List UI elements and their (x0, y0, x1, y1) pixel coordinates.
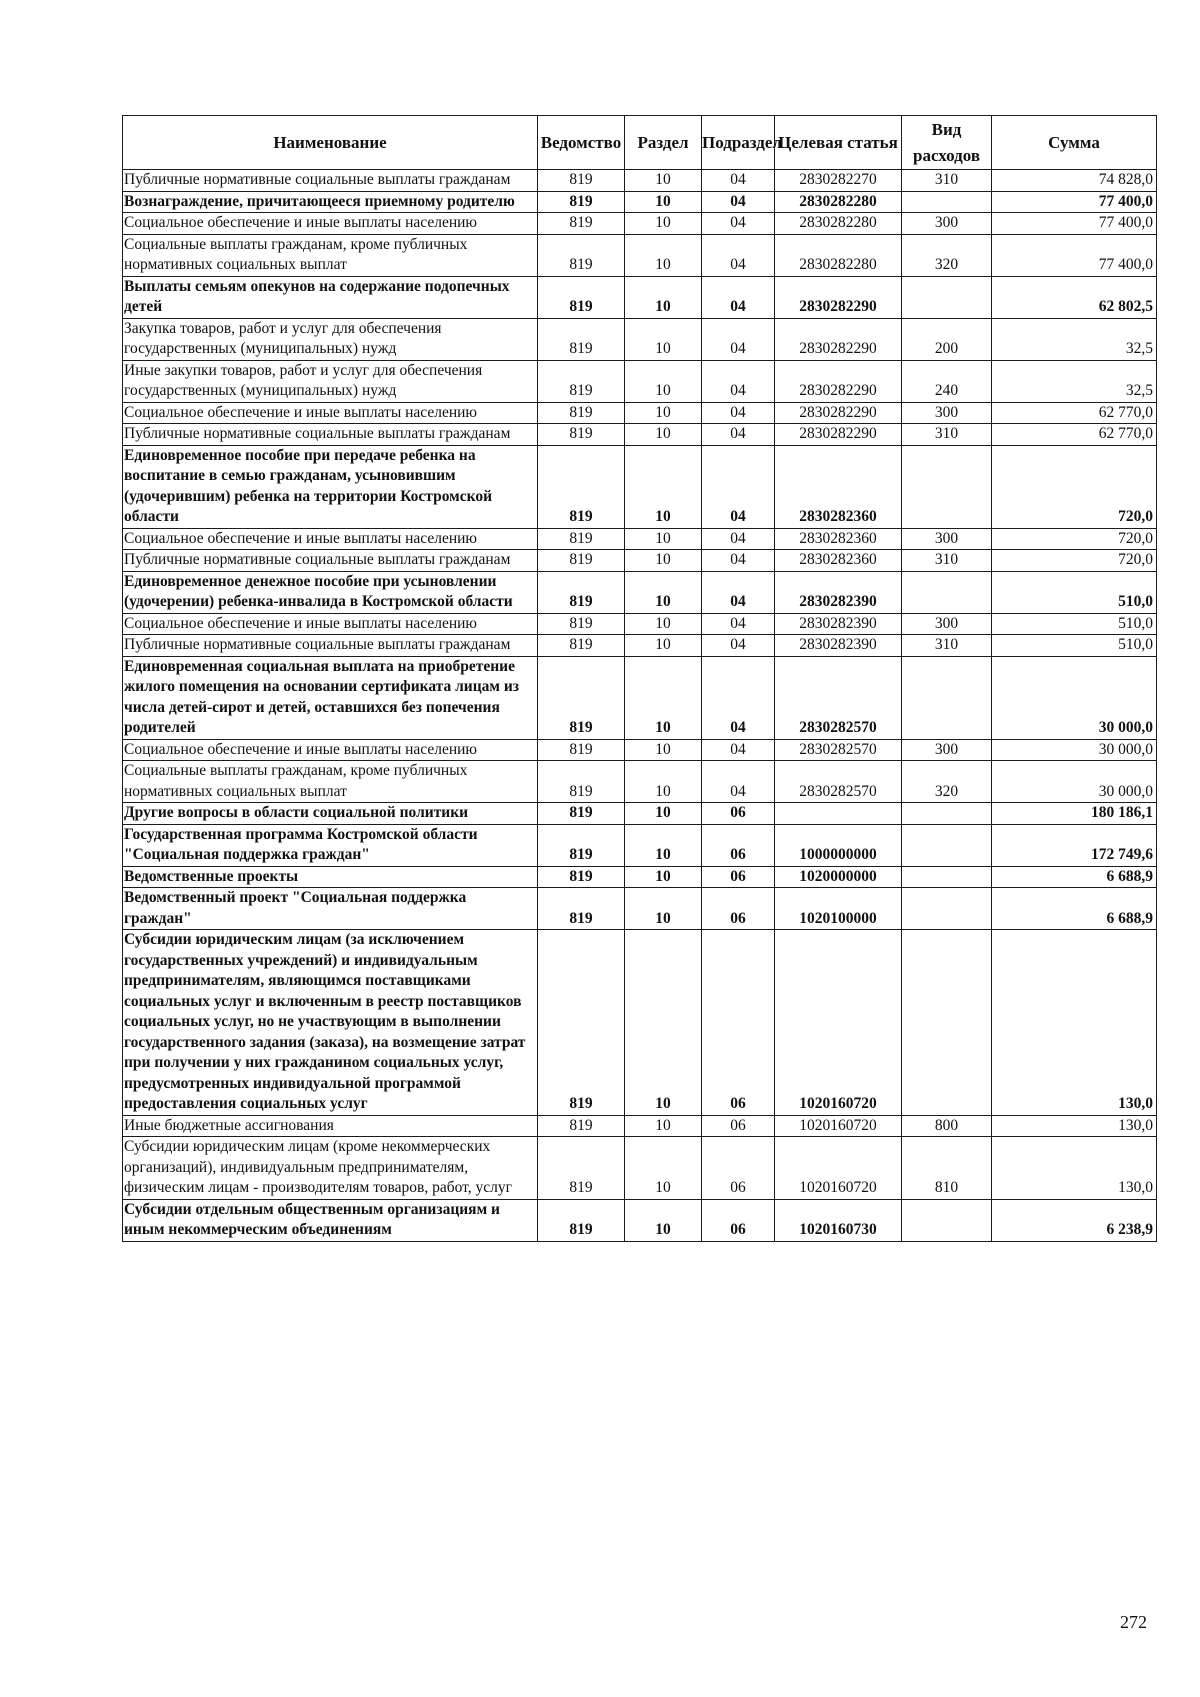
table-row (123, 866, 1157, 888)
page-number: 272 (1120, 1612, 1147, 1632)
cell-section: 10 (625, 360, 702, 402)
cell-name: Иные закупки товаров, работ и услуг для обеспечения государственных (муниципальных) нужд (123, 360, 538, 402)
cell-dept: 819 (538, 1137, 625, 1200)
cell-kind (902, 276, 992, 318)
cell-name: Социальное обеспечение и иные выплаты населению (123, 402, 538, 424)
cell-dept: 819 (538, 213, 625, 235)
cell-section: 10 (625, 930, 702, 1116)
table-row (123, 318, 1157, 360)
cell-section: 10 (625, 613, 702, 635)
cell-section: 10 (625, 761, 702, 803)
cell-section: 10 (625, 318, 702, 360)
table-row (123, 213, 1157, 235)
cell-section: 10 (625, 803, 702, 825)
cell-subsection: 04 (702, 761, 775, 803)
cell-target: 2830282290 (775, 360, 902, 402)
cell-section: 10 (625, 1137, 702, 1200)
cell-sum: 74 828,0 (992, 170, 1157, 192)
table-row (123, 635, 1157, 657)
cell-section: 10 (625, 234, 702, 276)
cell-dept: 819 (538, 360, 625, 402)
cell-sum: 720,0 (992, 445, 1157, 528)
cell-name: Другие вопросы в области социальной политики (123, 803, 538, 825)
cell-subsection: 04 (702, 739, 775, 761)
table-row (123, 402, 1157, 424)
cell-name: Публичные нормативные социальные выплаты гражданам (123, 424, 538, 446)
cell-dept: 819 (538, 571, 625, 613)
cell-section: 10 (625, 571, 702, 613)
cell-sum: 77 400,0 (992, 234, 1157, 276)
cell-subsection: 04 (702, 424, 775, 446)
table-row (123, 1115, 1157, 1137)
cell-sum: 510,0 (992, 571, 1157, 613)
cell-kind: 310 (902, 424, 992, 446)
cell-kind (902, 1199, 992, 1241)
cell-target: 2830282360 (775, 528, 902, 550)
table-row (123, 528, 1157, 550)
cell-section: 10 (625, 635, 702, 657)
cell-kind: 320 (902, 761, 992, 803)
cell-subsection: 04 (702, 170, 775, 192)
cell-kind: 300 (902, 402, 992, 424)
cell-target: 2830282390 (775, 635, 902, 657)
cell-section: 10 (625, 739, 702, 761)
table-row (123, 1137, 1157, 1200)
cell-dept: 819 (538, 445, 625, 528)
cell-target: 2830282360 (775, 445, 902, 528)
cell-target: 2830282270 (775, 170, 902, 192)
cell-dept: 819 (538, 613, 625, 635)
budget-table (122, 115, 1157, 1242)
table-row (123, 739, 1157, 761)
cell-kind: 800 (902, 1115, 992, 1137)
cell-subsection: 06 (702, 1137, 775, 1200)
cell-subsection: 04 (702, 528, 775, 550)
cell-sum: 172 749,6 (992, 824, 1157, 866)
cell-target: 2830282390 (775, 571, 902, 613)
cell-sum: 180 186,1 (992, 803, 1157, 825)
cell-kind (902, 824, 992, 866)
cell-name: Социальные выплаты гражданам, кроме публичных нормативных социальных выплат (123, 761, 538, 803)
cell-kind (902, 656, 992, 739)
header-target: Целевая статья (775, 116, 902, 170)
cell-name: Социальное обеспечение и иные выплаты населению (123, 213, 538, 235)
cell-name: Публичные нормативные социальные выплаты гражданам (123, 635, 538, 657)
cell-kind (902, 571, 992, 613)
cell-dept: 819 (538, 866, 625, 888)
cell-target: 2830282570 (775, 761, 902, 803)
cell-subsection: 06 (702, 803, 775, 825)
table-row (123, 234, 1157, 276)
table-row (123, 824, 1157, 866)
cell-section: 10 (625, 424, 702, 446)
table-row (123, 613, 1157, 635)
cell-target: 2830282290 (775, 402, 902, 424)
cell-sum: 62 802,5 (992, 276, 1157, 318)
cell-kind (902, 803, 992, 825)
cell-sum: 32,5 (992, 318, 1157, 360)
cell-kind (902, 930, 992, 1116)
cell-name: Единовременное пособие при передаче ребенка на воспитание в семью гражданам, усыновившим (удочерившим) ребенка на территории Костромской области (123, 445, 538, 528)
cell-name: Иные бюджетные ассигнования (123, 1115, 538, 1137)
cell-dept: 819 (538, 191, 625, 213)
cell-kind (902, 445, 992, 528)
cell-name: Социальное обеспечение и иные выплаты населению (123, 739, 538, 761)
cell-sum: 130,0 (992, 930, 1157, 1116)
cell-target: 2830282280 (775, 234, 902, 276)
cell-kind (902, 866, 992, 888)
table-row (123, 170, 1157, 192)
cell-section: 10 (625, 213, 702, 235)
cell-subsection: 06 (702, 930, 775, 1116)
cell-dept: 819 (538, 528, 625, 550)
cell-section: 10 (625, 1115, 702, 1137)
cell-name: Единовременная социальная выплата на приобретение жилого помещения на основании сертификата лицам из числа детей-сирот и детей, оставшихся без попечения родителей (123, 656, 538, 739)
cell-kind: 240 (902, 360, 992, 402)
cell-dept: 819 (538, 656, 625, 739)
cell-target: 2830282290 (775, 318, 902, 360)
cell-target: 2830282570 (775, 656, 902, 739)
cell-sum: 6 688,9 (992, 866, 1157, 888)
table-body (123, 170, 1157, 1242)
cell-subsection: 04 (702, 360, 775, 402)
cell-section: 10 (625, 1199, 702, 1241)
cell-subsection: 04 (702, 402, 775, 424)
table-row (123, 1199, 1157, 1241)
cell-subsection: 04 (702, 276, 775, 318)
table-row (123, 191, 1157, 213)
cell-section: 10 (625, 170, 702, 192)
cell-subsection: 06 (702, 888, 775, 930)
cell-subsection: 04 (702, 571, 775, 613)
cell-sum: 30 000,0 (992, 761, 1157, 803)
header-sum: Сумма (992, 116, 1157, 170)
cell-dept: 819 (538, 824, 625, 866)
header-section: Раздел (625, 116, 702, 170)
table-row (123, 930, 1157, 1116)
cell-sum: 130,0 (992, 1137, 1157, 1200)
cell-sum: 720,0 (992, 528, 1157, 550)
header-kind: Вид расходов (902, 116, 992, 170)
cell-sum: 30 000,0 (992, 739, 1157, 761)
cell-name: Выплаты семьям опекунов на содержание подопечных детей (123, 276, 538, 318)
cell-target: 1020160730 (775, 1199, 902, 1241)
cell-subsection: 04 (702, 318, 775, 360)
cell-section: 10 (625, 824, 702, 866)
cell-subsection: 04 (702, 445, 775, 528)
cell-sum: 62 770,0 (992, 424, 1157, 446)
header-subsection: Подраздел (702, 116, 775, 170)
cell-sum: 77 400,0 (992, 191, 1157, 213)
cell-target: 2830282360 (775, 550, 902, 572)
cell-target: 2830282570 (775, 739, 902, 761)
cell-target: 1020100000 (775, 888, 902, 930)
cell-target: 2830282280 (775, 191, 902, 213)
table-row (123, 445, 1157, 528)
cell-target: 1020160720 (775, 1115, 902, 1137)
cell-target: 2830282280 (775, 213, 902, 235)
cell-sum: 510,0 (992, 613, 1157, 635)
cell-dept: 819 (538, 276, 625, 318)
table-row (123, 360, 1157, 402)
cell-dept: 819 (538, 318, 625, 360)
cell-kind: 300 (902, 213, 992, 235)
cell-section: 10 (625, 191, 702, 213)
table-row (123, 424, 1157, 446)
cell-dept: 819 (538, 888, 625, 930)
cell-sum: 30 000,0 (992, 656, 1157, 739)
cell-name: Социальное обеспечение и иные выплаты населению (123, 528, 538, 550)
cell-dept: 819 (538, 424, 625, 446)
cell-sum: 130,0 (992, 1115, 1157, 1137)
cell-name: Закупка товаров, работ и услуг для обеспечения государственных (муниципальных) нужд (123, 318, 538, 360)
cell-kind: 300 (902, 613, 992, 635)
cell-section: 10 (625, 276, 702, 318)
table-row (123, 571, 1157, 613)
cell-dept: 819 (538, 234, 625, 276)
cell-target: 1000000000 (775, 824, 902, 866)
cell-kind: 310 (902, 635, 992, 657)
cell-target: 1020160720 (775, 1137, 902, 1200)
cell-subsection: 04 (702, 635, 775, 657)
cell-sum: 77 400,0 (992, 213, 1157, 235)
cell-dept: 819 (538, 739, 625, 761)
cell-kind: 310 (902, 170, 992, 192)
cell-dept: 819 (538, 761, 625, 803)
cell-subsection: 04 (702, 613, 775, 635)
cell-kind: 310 (902, 550, 992, 572)
cell-subsection: 04 (702, 191, 775, 213)
cell-dept: 819 (538, 635, 625, 657)
cell-dept: 819 (538, 930, 625, 1116)
table-row (123, 276, 1157, 318)
cell-name: Социальное обеспечение и иные выплаты населению (123, 613, 538, 635)
cell-sum: 510,0 (992, 635, 1157, 657)
cell-kind (902, 191, 992, 213)
header-row (123, 116, 1157, 170)
header-dept: Ведомство (538, 116, 625, 170)
cell-section: 10 (625, 445, 702, 528)
cell-name: Субсидии отдельным общественным организациям и иным некоммерческим объединениям (123, 1199, 538, 1241)
cell-sum: 6 238,9 (992, 1199, 1157, 1241)
cell-dept: 819 (538, 550, 625, 572)
cell-subsection: 06 (702, 824, 775, 866)
cell-section: 10 (625, 656, 702, 739)
cell-kind (902, 888, 992, 930)
cell-subsection: 04 (702, 550, 775, 572)
cell-section: 10 (625, 550, 702, 572)
cell-dept: 819 (538, 803, 625, 825)
cell-sum: 6 688,9 (992, 888, 1157, 930)
cell-dept: 819 (538, 1115, 625, 1137)
cell-dept: 819 (538, 402, 625, 424)
cell-kind: 200 (902, 318, 992, 360)
cell-section: 10 (625, 866, 702, 888)
cell-dept: 819 (538, 1199, 625, 1241)
cell-target: 2830282290 (775, 276, 902, 318)
cell-kind: 810 (902, 1137, 992, 1200)
cell-kind: 300 (902, 739, 992, 761)
table-row (123, 888, 1157, 930)
cell-section: 10 (625, 402, 702, 424)
cell-name: Единовременное денежное пособие при усыновлении (удочерении) ребенка-инвалида в Костромской области (123, 571, 538, 613)
cell-name: Государственная программа Костромской области "Социальная поддержка граждан" (123, 824, 538, 866)
cell-sum: 720,0 (992, 550, 1157, 572)
cell-sum: 32,5 (992, 360, 1157, 402)
cell-kind: 300 (902, 528, 992, 550)
header-name: Наименование (123, 116, 538, 170)
cell-name: Публичные нормативные социальные выплаты гражданам (123, 550, 538, 572)
cell-name: Вознаграждение, причитающееся приемному родителю (123, 191, 538, 213)
cell-target: 1020000000 (775, 866, 902, 888)
cell-name: Субсидии юридическим лицам (кроме некоммерческих организаций), индивидуальным предпринимателям, физическим лицам - производителям товаров, работ, услуг (123, 1137, 538, 1200)
table-row (123, 656, 1157, 739)
cell-target (775, 803, 902, 825)
cell-subsection: 06 (702, 1199, 775, 1241)
cell-kind: 320 (902, 234, 992, 276)
table-row (123, 803, 1157, 825)
cell-sum: 62 770,0 (992, 402, 1157, 424)
cell-name: Социальные выплаты гражданам, кроме публичных нормативных социальных выплат (123, 234, 538, 276)
cell-name: Ведомственный проект "Социальная поддержка граждан" (123, 888, 538, 930)
cell-name: Субсидии юридическим лицам (за исключением государственных учреждений) и индивидуальным предпринимателям, являющимся поставщиками социальных услуг и включенным в реестр поставщиков социальных услуг, но не участвующим в выполнении государственного задания (заказа), на возмещение затрат при получении у них гражданином социальных услуг, предусмотренных индивидуальной программой предоставления социальных услуг (123, 930, 538, 1116)
cell-section: 10 (625, 888, 702, 930)
cell-section: 10 (625, 528, 702, 550)
cell-target: 2830282290 (775, 424, 902, 446)
cell-subsection: 04 (702, 213, 775, 235)
cell-name: Ведомственные проекты (123, 866, 538, 888)
cell-target: 2830282390 (775, 613, 902, 635)
cell-target: 1020160720 (775, 930, 902, 1116)
cell-dept: 819 (538, 170, 625, 192)
cell-subsection: 04 (702, 656, 775, 739)
table-row (123, 761, 1157, 803)
cell-subsection: 04 (702, 234, 775, 276)
table-row (123, 550, 1157, 572)
cell-name: Публичные нормативные социальные выплаты гражданам (123, 170, 538, 192)
cell-subsection: 06 (702, 866, 775, 888)
cell-subsection: 06 (702, 1115, 775, 1137)
